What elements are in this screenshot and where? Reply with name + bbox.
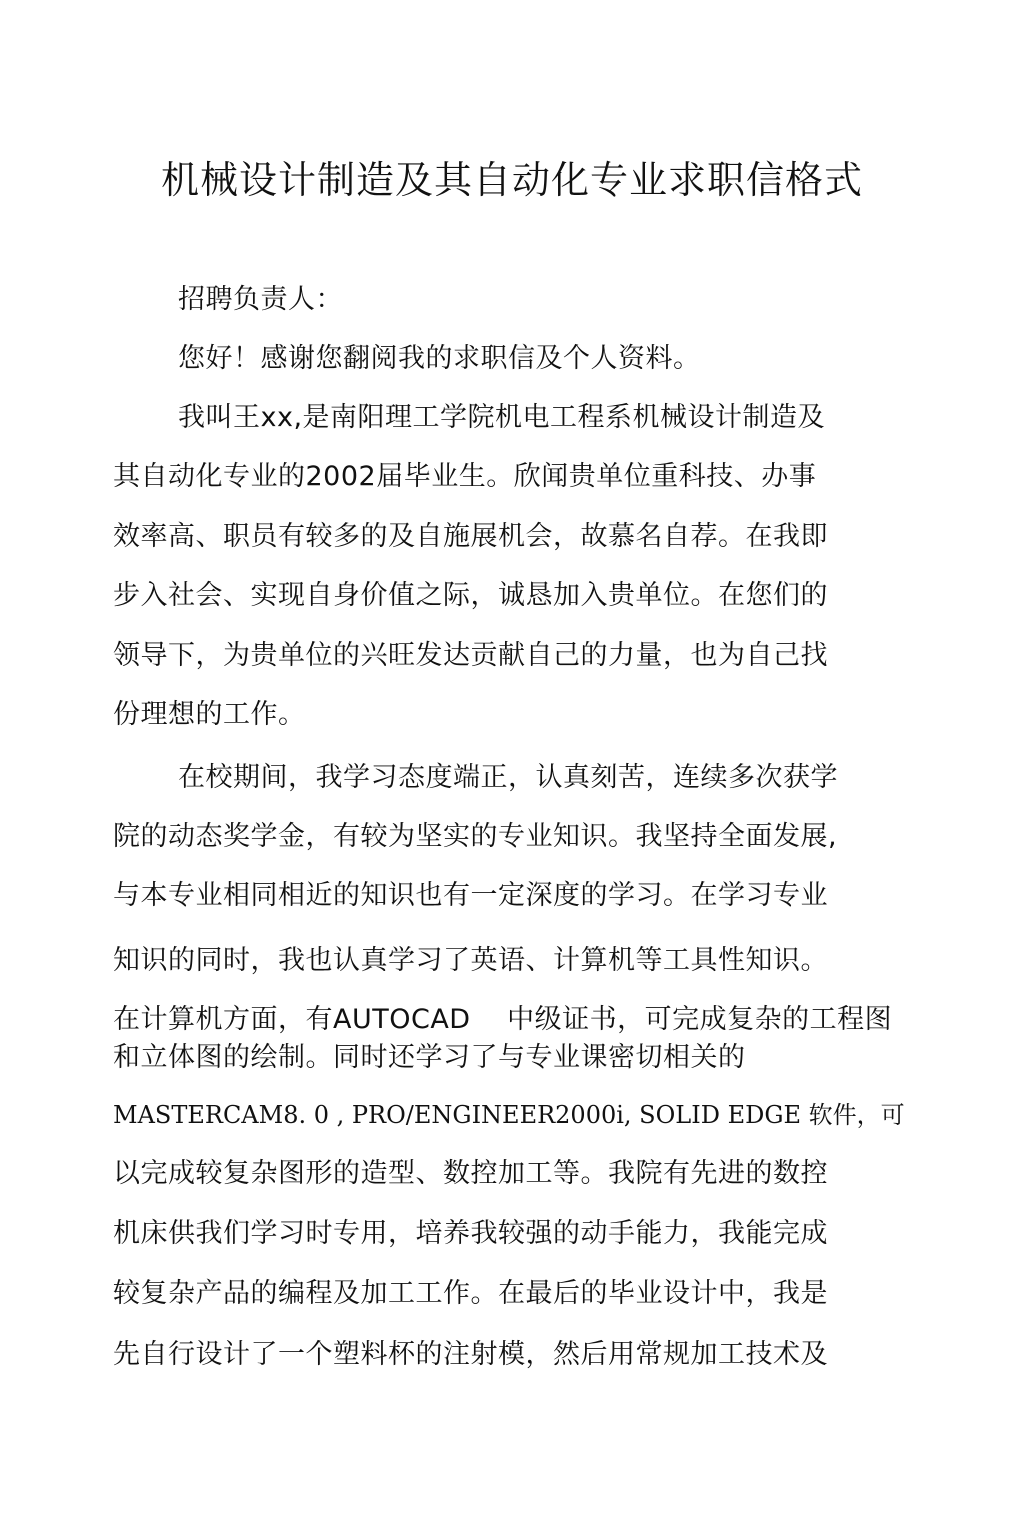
paragraph-line: 较复杂产品的编程及加工工作。在最后的毕业设计中，我是 [113, 1278, 828, 1309]
greeting: 您好！感谢您翻阅我的求职信及个人资料。 [178, 343, 701, 374]
document-title: 机械设计制造及其自动化专业求职信格式 [160, 158, 863, 202]
paragraph-line: 以完成较复杂图形的造型、数控加工等。我院有先进的数控 [113, 1158, 828, 1189]
paragraph-line: 步入社会、实现自身价值之际，诚恳加入贵单位。在您们的 [113, 580, 828, 611]
paragraph-line: 先自行设计了一个塑料杯的注射模，然后用常规加工技术及 [113, 1339, 828, 1370]
salutation: 招聘负责人： [178, 284, 343, 315]
paragraph-line: 效率高、职员有较多的及自施展机会，故慕名自荐。在我即 [113, 521, 828, 552]
paragraph-line: 机床供我们学习时专用，培养我较强的动手能力，我能完成 [113, 1218, 828, 1249]
paragraph-line: 在计算机方面，有AUTOCAD 中级证书，可完成复杂的工程图 [113, 1004, 893, 1035]
paragraph-line: MASTERCAM8. 0 , PRO/ENGINEER2000i, SOLID EDGE 软件，可 [113, 1101, 905, 1129]
paragraph-line: 份理想的工作。 [113, 699, 306, 730]
paragraph-line: 我叫王xx,是南阳理工学院机电工程系机械设计制造及 [178, 402, 826, 433]
paragraph-line: 知识的同时，我也认真学习了英语、计算机等工具性知识。 [113, 945, 828, 976]
paragraph-line: 与本专业相同相近的知识也有一定深度的学习。在学习专业 [113, 880, 828, 911]
paragraph-line: 在校期间，我学习态度端正，认真刻苦，连续多次获学 [178, 762, 838, 793]
paragraph-line: 院的动态奖学金，有较为坚实的专业知识。我坚持全面发展, [113, 821, 838, 852]
paragraph-line: 领导下，为贵单位的兴旺发达贡献自己的力量，也为自己找 [113, 640, 828, 671]
paragraph-line: 和立体图的绘制。同时还学习了与专业课密切相关的 [113, 1042, 746, 1073]
paragraph-line: 其自动化专业的2002届毕业生。欣闻贵单位重科技、办事 [113, 461, 817, 492]
